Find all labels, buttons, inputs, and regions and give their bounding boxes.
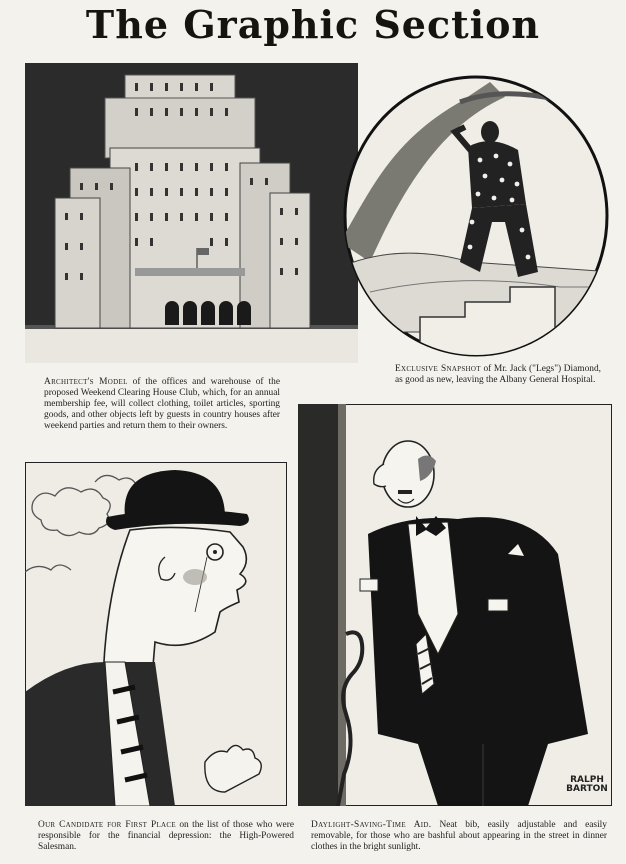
daylight-caption-lead: Daylight-Saving-Time Aid. (311, 820, 432, 830)
candidate-caption-body: on the list of those who were responsible for the financial depression: the High-Powered Salesman. (38, 820, 295, 852)
signature-line-1: RALPH (570, 775, 604, 785)
masthead-title: The Graphic Section (85, 2, 541, 47)
candidate-caption (38, 820, 294, 853)
architect-caption-body: of the offices and warehouse of the proposed Weekend Clearing House Club, which, for an annual membership fee, will collect clothing, toilet articles, sporting goods, and other objects left by guests in country houses after weekend parties and return them to their owners. (44, 377, 280, 431)
architect-caption-lead: Architect's Model (44, 377, 128, 387)
daylight-caption (311, 820, 607, 853)
daylight-illustration (298, 404, 612, 806)
snapshot-illustration (340, 72, 612, 360)
architect-caption (44, 377, 280, 432)
candidate-illustration (25, 462, 287, 806)
snapshot-caption-lead: Exclusive Snapshot (395, 364, 481, 374)
snapshot-caption-body: of Mr. Jack ("Legs") Diamond, as good as new, leaving the Albany General Hospital. (395, 364, 601, 385)
architect-model-illustration (25, 63, 358, 363)
daylight-caption-body: Neat bib, easily adjustable and easily removable, for those who are bashful about appearing in the street in dinner clothes in the bright sunlight. (311, 820, 607, 852)
artist-signature (565, 776, 609, 794)
candidate-caption-lead: Our Candidate for First Place (38, 820, 176, 830)
signature-line-2: BARTON (566, 784, 608, 794)
snapshot-caption (395, 364, 601, 386)
